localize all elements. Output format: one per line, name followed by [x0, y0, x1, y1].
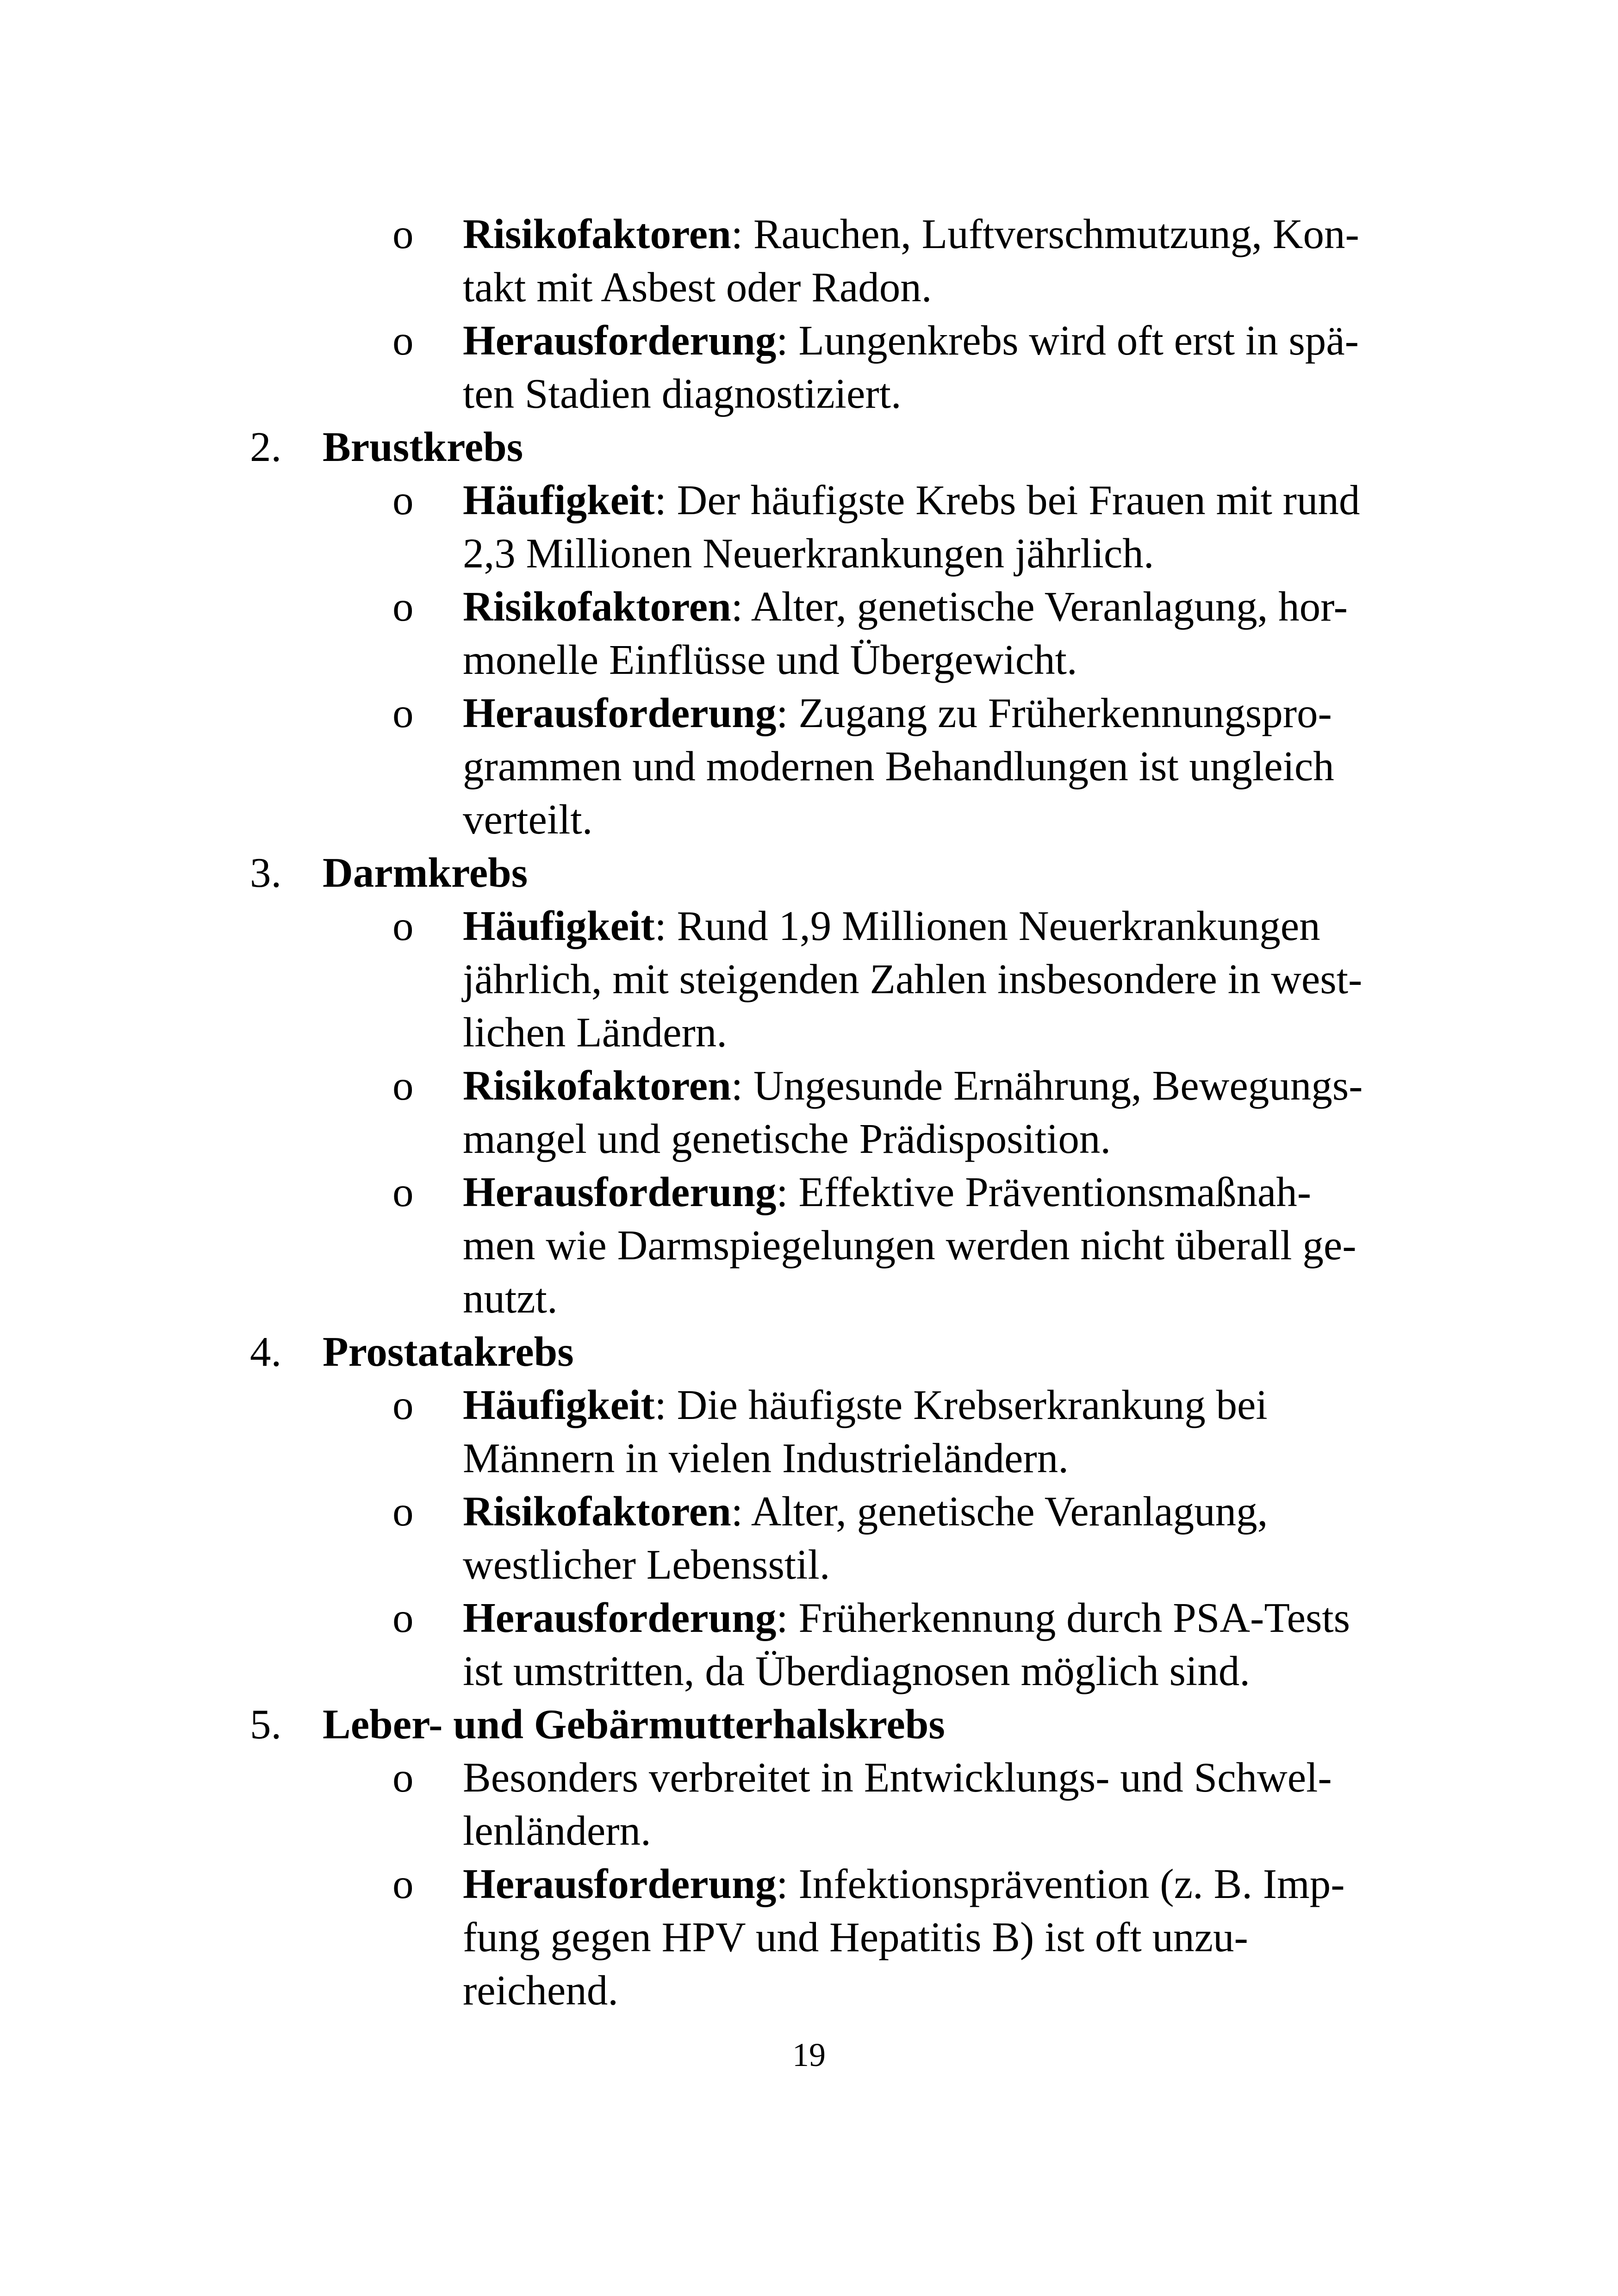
bullet-label: Risikofaktoren	[463, 583, 731, 630]
bullet-label: Herausforderung	[463, 1169, 777, 1215]
bullet-line: Risikofaktoren: Rauchen, Luftverschmutzung, Kon-	[463, 211, 1359, 257]
bullet-line: Herausforderung: Lungenkrebs wird oft erst in spä-	[463, 317, 1359, 364]
bullet-label: Herausforderung	[463, 1594, 777, 1641]
bullet-marker: o	[392, 1594, 414, 1641]
bullet-marker: o	[392, 583, 414, 630]
bullet-marker: o	[392, 902, 414, 949]
list-number: 5.	[250, 1701, 282, 1748]
section-heading: Prostatakrebs	[323, 1328, 574, 1375]
bullet-line: nutzt.	[463, 1275, 558, 1322]
bullet-label: Risikofaktoren	[463, 211, 731, 257]
section-heading: Leber- und Gebärmutterhalskrebs	[323, 1701, 945, 1748]
bullet-label: Häufigkeit	[463, 477, 655, 523]
bullet-marker: o	[392, 690, 414, 736]
bullet-line: Häufigkeit: Rund 1,9 Millionen Neuerkrankungen	[463, 902, 1320, 949]
bullet-marker: o	[392, 1062, 414, 1109]
list-number: 2.	[250, 423, 282, 470]
bullet-label: Risikofaktoren	[463, 1062, 731, 1109]
bullet-line: Risikofaktoren: Alter, genetische Veranlagung,	[463, 1488, 1268, 1535]
bullet-line: ist umstritten, da Überdiagnosen möglich sind.	[463, 1648, 1250, 1694]
bullet-line: westlicher Lebensstil.	[463, 1541, 830, 1588]
section-heading: Darmkrebs	[323, 849, 528, 896]
bullet-line: verteilt.	[463, 796, 593, 843]
bullet-line: Besonders verbreitet in Entwicklungs- und Schwel-	[463, 1754, 1332, 1801]
bullet-marker: o	[392, 317, 414, 364]
bullet-label: Häufigkeit	[463, 902, 655, 949]
bullet-line: lichen Ländern.	[463, 1009, 728, 1056]
bullet-marker: o	[392, 1381, 414, 1428]
bullet-line: Herausforderung: Zugang zu Früherkennungspro-	[463, 690, 1332, 736]
bullet-line: reichend.	[463, 1967, 619, 2014]
bullet-marker: o	[392, 1488, 414, 1535]
list-number: 4.	[250, 1328, 282, 1375]
bullet-marker: o	[392, 1860, 414, 1907]
bullet-line: mangel und genetische Prädisposition.	[463, 1115, 1111, 1162]
bullet-line: men wie Darmspiegelungen werden nicht überall ge-	[463, 1222, 1357, 1269]
bullet-line: Risikofaktoren: Ungesunde Ernährung, Bewegungs-	[463, 1062, 1363, 1109]
bullet-label: Herausforderung	[463, 317, 777, 364]
list-number: 3.	[250, 849, 282, 896]
bullet-label: Herausforderung	[463, 1860, 777, 1907]
bullet-line: Herausforderung: Infektionsprävention (z. B. Imp-	[463, 1860, 1345, 1907]
bullet-line: grammen und modernen Behandlungen ist ungleich	[463, 743, 1334, 790]
bullet-label: Häufigkeit	[463, 1381, 655, 1428]
bullet-line: Männern in vielen Industrieländern.	[463, 1435, 1069, 1481]
bullet-line: lenländern.	[463, 1807, 651, 1854]
bullet-line: monelle Einflüsse und Übergewicht.	[463, 636, 1077, 683]
bullet-line: Herausforderung: Effektive Präventionsmaßnah-	[463, 1169, 1312, 1215]
bullet-line: ten Stadien diagnostiziert.	[463, 370, 902, 417]
bullet-line: takt mit Asbest oder Radon.	[463, 264, 932, 311]
bullet-marker: o	[392, 1754, 414, 1801]
bullet-line: Häufigkeit: Der häufigste Krebs bei Frauen mit rund	[463, 477, 1360, 523]
bullet-line: Häufigkeit: Die häufigste Krebserkrankung bei	[463, 1381, 1268, 1428]
bullet-label: Risikofaktoren	[463, 1488, 731, 1535]
bullet-line: 2,3 Millionen Neuerkrankungen jährlich.	[463, 530, 1154, 577]
bullet-line: Risikofaktoren: Alter, genetische Veranlagung, hor-	[463, 583, 1348, 630]
bullet-line: jährlich, mit steigenden Zahlen insbesondere in west-	[463, 956, 1363, 1002]
bullet-line: fung gegen HPV und Hepatitis B) ist oft unzu-	[463, 1914, 1248, 1960]
bullet-label: Herausforderung	[463, 690, 777, 736]
section-heading: Brustkrebs	[323, 423, 523, 470]
bullet-marker: o	[392, 1169, 414, 1215]
page-number: 19	[792, 2036, 826, 2073]
bullet-line: Herausforderung: Früherkennung durch PSA-Tests	[463, 1594, 1350, 1641]
bullet-marker: o	[392, 211, 414, 257]
bullet-marker: o	[392, 477, 414, 523]
